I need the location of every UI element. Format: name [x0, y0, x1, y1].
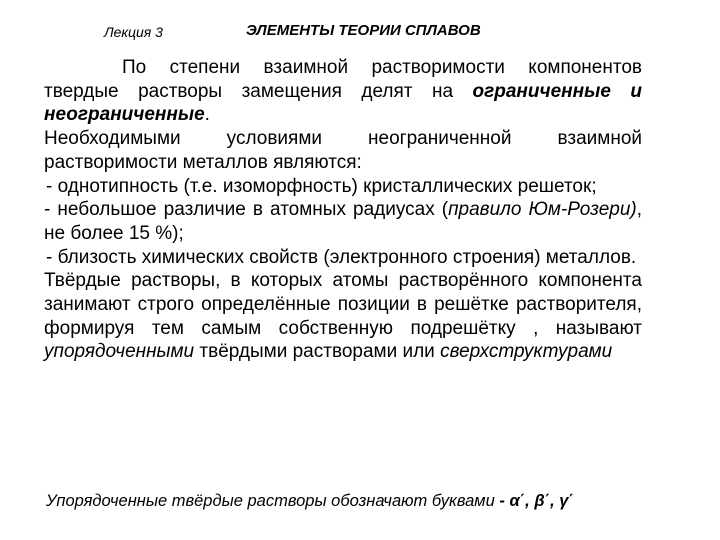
ordered-mid: твёрдыми растворами или: [194, 341, 441, 363]
ordered-emphasis: упорядоченными: [44, 341, 195, 363]
slide-body: [44, 56, 642, 364]
radii-text: - небольшое различие в атомных радиусах (: [44, 199, 449, 221]
footer-letters: - α΄, β΄, γ΄: [499, 492, 574, 510]
hume-rothery-rule: правило Юм-Розери): [448, 199, 637, 221]
intro-text: По степени взаимной растворимости компонентов твердые растворы замещения делят на: [44, 57, 642, 102]
paragraph-intro: [44, 56, 642, 127]
footer-text: Упорядоченные твёрдые растворы обозначают буквами: [46, 492, 500, 510]
intro-end: .: [204, 104, 210, 126]
list-item-radii: [44, 198, 642, 245]
intro-emphasis: ограниченные и неограниченные: [44, 80, 643, 126]
superstructures-emphasis: сверхструктурами: [440, 341, 613, 363]
paragraph-ordered: [44, 269, 642, 364]
list-item-chemical: - близость химических свойств (электронного строения) металлов.: [46, 246, 637, 268]
ordered-text: Твёрдые растворы, в которых атомы растворённого компонента занимают строго определённые позиции в решётке растворителя, формируя тем самым собственную подрешётку , называют: [44, 270, 642, 339]
paragraph-conditions: Необходимыми условиями неограниченной взаимной растворимости металлов являются:: [44, 128, 642, 173]
radii-end: , не более 15 %);: [44, 199, 643, 244]
footer-note: [46, 492, 574, 511]
list-item-isomorphism: - однотипность (т.е. изоморфность) кристаллических решеток;: [46, 175, 597, 197]
page-title: ЭЛЕМЕНТЫ ТЕОРИИ СПЛАВОВ: [246, 22, 481, 39]
lecture-number: Лекция 3: [104, 24, 163, 40]
